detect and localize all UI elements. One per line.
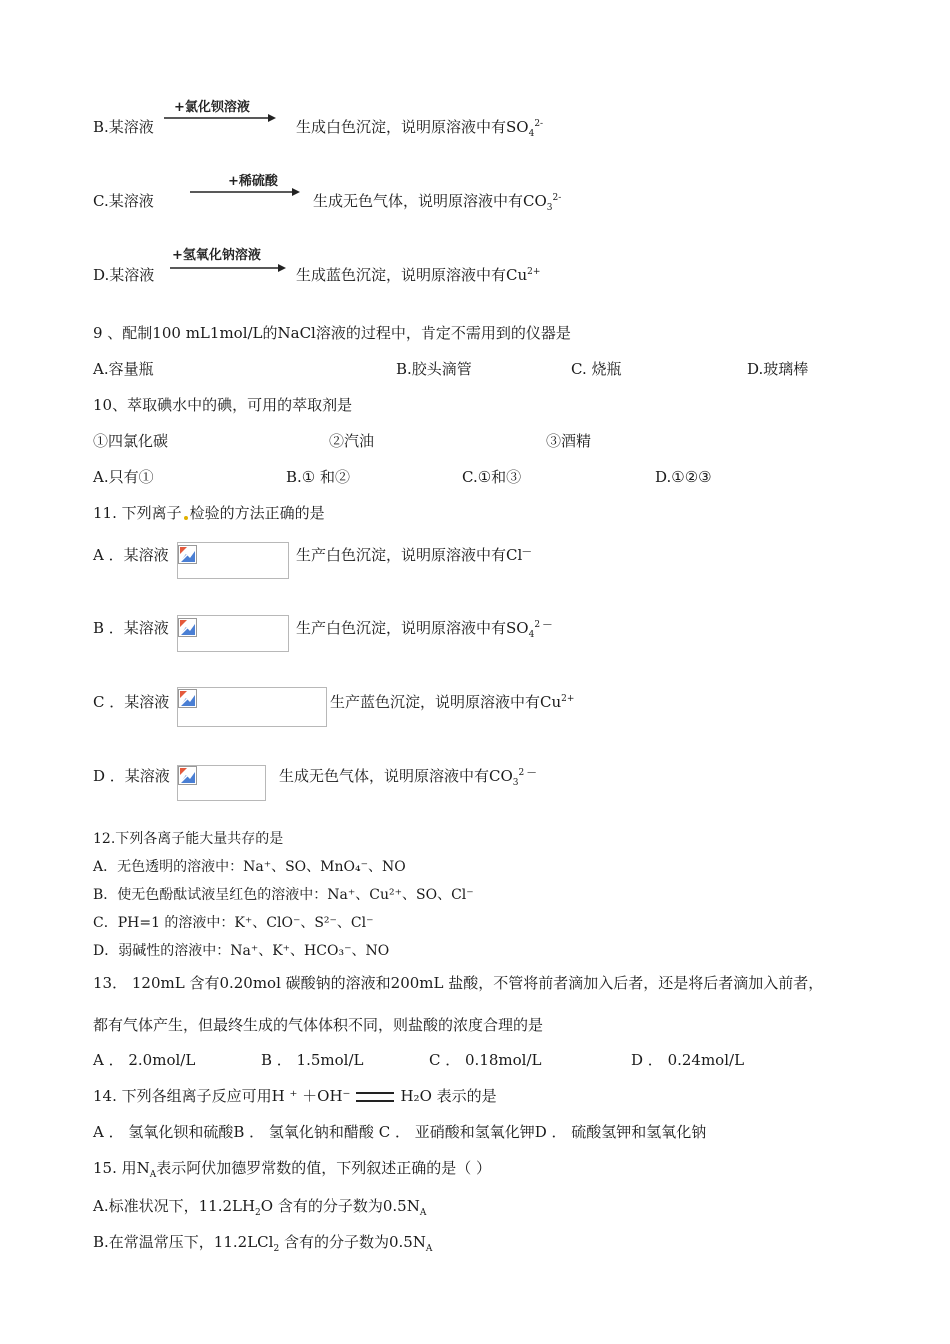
missing-image-box: [177, 687, 327, 727]
reagent-label: +氯化钡溶液: [174, 100, 250, 115]
q14-stem: 14. 下列各组离子反应可用H ⁺ ＋OH⁻ H₂O 表示的是: [93, 1087, 497, 1105]
q9-option-b: B.胶头滴管: [396, 360, 472, 378]
broken-image-icon: [178, 689, 197, 708]
q14-options: A ． 氢氧化钡和硫酸B ． 氢氧化钠和醋酸 C ． 亚硝酸和氢氧化钾D ． 硫酸氢钾和氢氧化钠: [93, 1123, 707, 1141]
q10-option-c: C.①和③: [462, 468, 522, 486]
broken-image-icon: [178, 545, 197, 564]
q11-option-d-result: 生成无色气体，说明原溶液中有$CO_3^{2 —}$: [279, 767, 537, 788]
q13-option-a: A ． 2.0mol/L: [93, 1051, 196, 1069]
q13-option-c: C ． 0.18mol/L: [429, 1051, 542, 1069]
q10-item-2: ②汽油: [329, 432, 375, 450]
q12-option-b: B．使无色酚酞试液呈红色的溶液中：Na⁺、Cu²⁺、SO、Cl⁻: [93, 887, 474, 903]
yellow-dot: [184, 516, 188, 520]
q8-option-b-result: 生成白色沉淀，说明原溶液中有$SO_4^{2-}$: [296, 118, 544, 139]
q9-option-a: A.容量瓶: [93, 360, 154, 378]
q9-stem: 9 、配制100 mL1mol/L的NaCl溶液的过程中，肯定不需用到的仪器是: [93, 324, 571, 342]
q13-option-b: B ． 1.5mol/L: [261, 1051, 364, 1069]
q10-item-1: ①四氯化碳: [93, 432, 169, 450]
q11-option-d-label: D ．某溶液: [93, 767, 170, 785]
reagent-label: +氢氧化钠溶液: [172, 248, 261, 263]
q10-option-d: D.①②③: [655, 468, 712, 486]
q11-option-a-label: A ．某溶液: [93, 546, 169, 564]
q10-stem: 10、萃取碘水中的碘，可用的萃取剂是: [93, 396, 353, 414]
q12-option-c: C．PH=1 的溶液中：K⁺、ClO⁻、S²⁻、Cl⁻: [93, 915, 374, 931]
q8-option-c-result: 生成无色气体，说明原溶液中有$CO_3^{2-}$: [313, 192, 562, 213]
q10-option-a: A.只有①: [93, 468, 154, 486]
q13-stem-line1: 13． 120mL 含有0.20mol 碳酸钠的溶液和200mL 盐酸，不管将前者滴加入后者，还是将后者滴加入前者，: [93, 974, 824, 992]
q12-stem: 12.下列各离子能大量共存的是: [93, 831, 284, 847]
reagent-label: +稀硫酸: [228, 174, 278, 189]
broken-image-icon: [178, 766, 197, 785]
q11-option-b-result: 生产白色沉淀，说明原溶液中有$SO_4^{2 —}$: [296, 619, 552, 640]
q15-option-a: A.标准状况下，$11.2LH_2O$ 含有的分子数为$0.5N_A$: [93, 1197, 427, 1218]
equals-sign: [356, 1092, 394, 1102]
q15-option-b: B.在常温常压下，11.2LCl$_2$ 含有的分子数为$0.5N_A$: [93, 1233, 433, 1254]
broken-image-icon: [178, 618, 197, 637]
q11-stem: 11. 下列离子 检验的方法正确的是: [93, 504, 325, 522]
q12-option-a: A．无色透明的溶液中：Na⁺、SO、MnO₄⁻、NO: [93, 859, 406, 875]
q9-option-c: C. 烧瓶: [571, 360, 622, 378]
q8-option-b-label: B.某溶液: [93, 118, 154, 136]
q13-stem-line2: 都有气体产生，但最终生成的气体体积不同，则盐酸的浓度合理的是: [93, 1016, 544, 1034]
q13-option-d: D ． 0.24mol/L: [631, 1051, 745, 1069]
q11-option-a-result: 生产白色沉淀，说明原溶液中有Cl—: [296, 546, 532, 564]
q10-option-b: B.① 和②: [286, 468, 351, 486]
q8-option-c-arrow: [188, 170, 303, 200]
q8-option-d-result: 生成蓝色沉淀，说明原溶液中有$Cu^{2+}$: [296, 266, 541, 284]
q15-stem: 15. 用$N_A$表示阿伏加德罗常数的值，下列叙述正确的是（ ）: [93, 1159, 492, 1180]
q9-option-d: D.玻璃棒: [747, 360, 809, 378]
q8-option-d-arrow: [168, 244, 288, 274]
q11-option-b-label: B ．某溶液: [93, 619, 169, 637]
q11-option-c-result: 生产蓝色沉淀，说明原溶液中有$Cu^{2+}$: [330, 693, 575, 711]
q12-option-d: D．弱碱性的溶液中：Na⁺、K⁺、HCO₃⁻、NO: [93, 943, 390, 959]
q8-option-b-arrow: [162, 96, 277, 126]
q8-option-d-label: D.某溶液: [93, 266, 155, 284]
q8-option-c-label: C.某溶液: [93, 192, 154, 210]
q11-option-c-label: C ．某溶液: [93, 693, 170, 711]
q10-item-3: ③酒精: [546, 432, 592, 450]
